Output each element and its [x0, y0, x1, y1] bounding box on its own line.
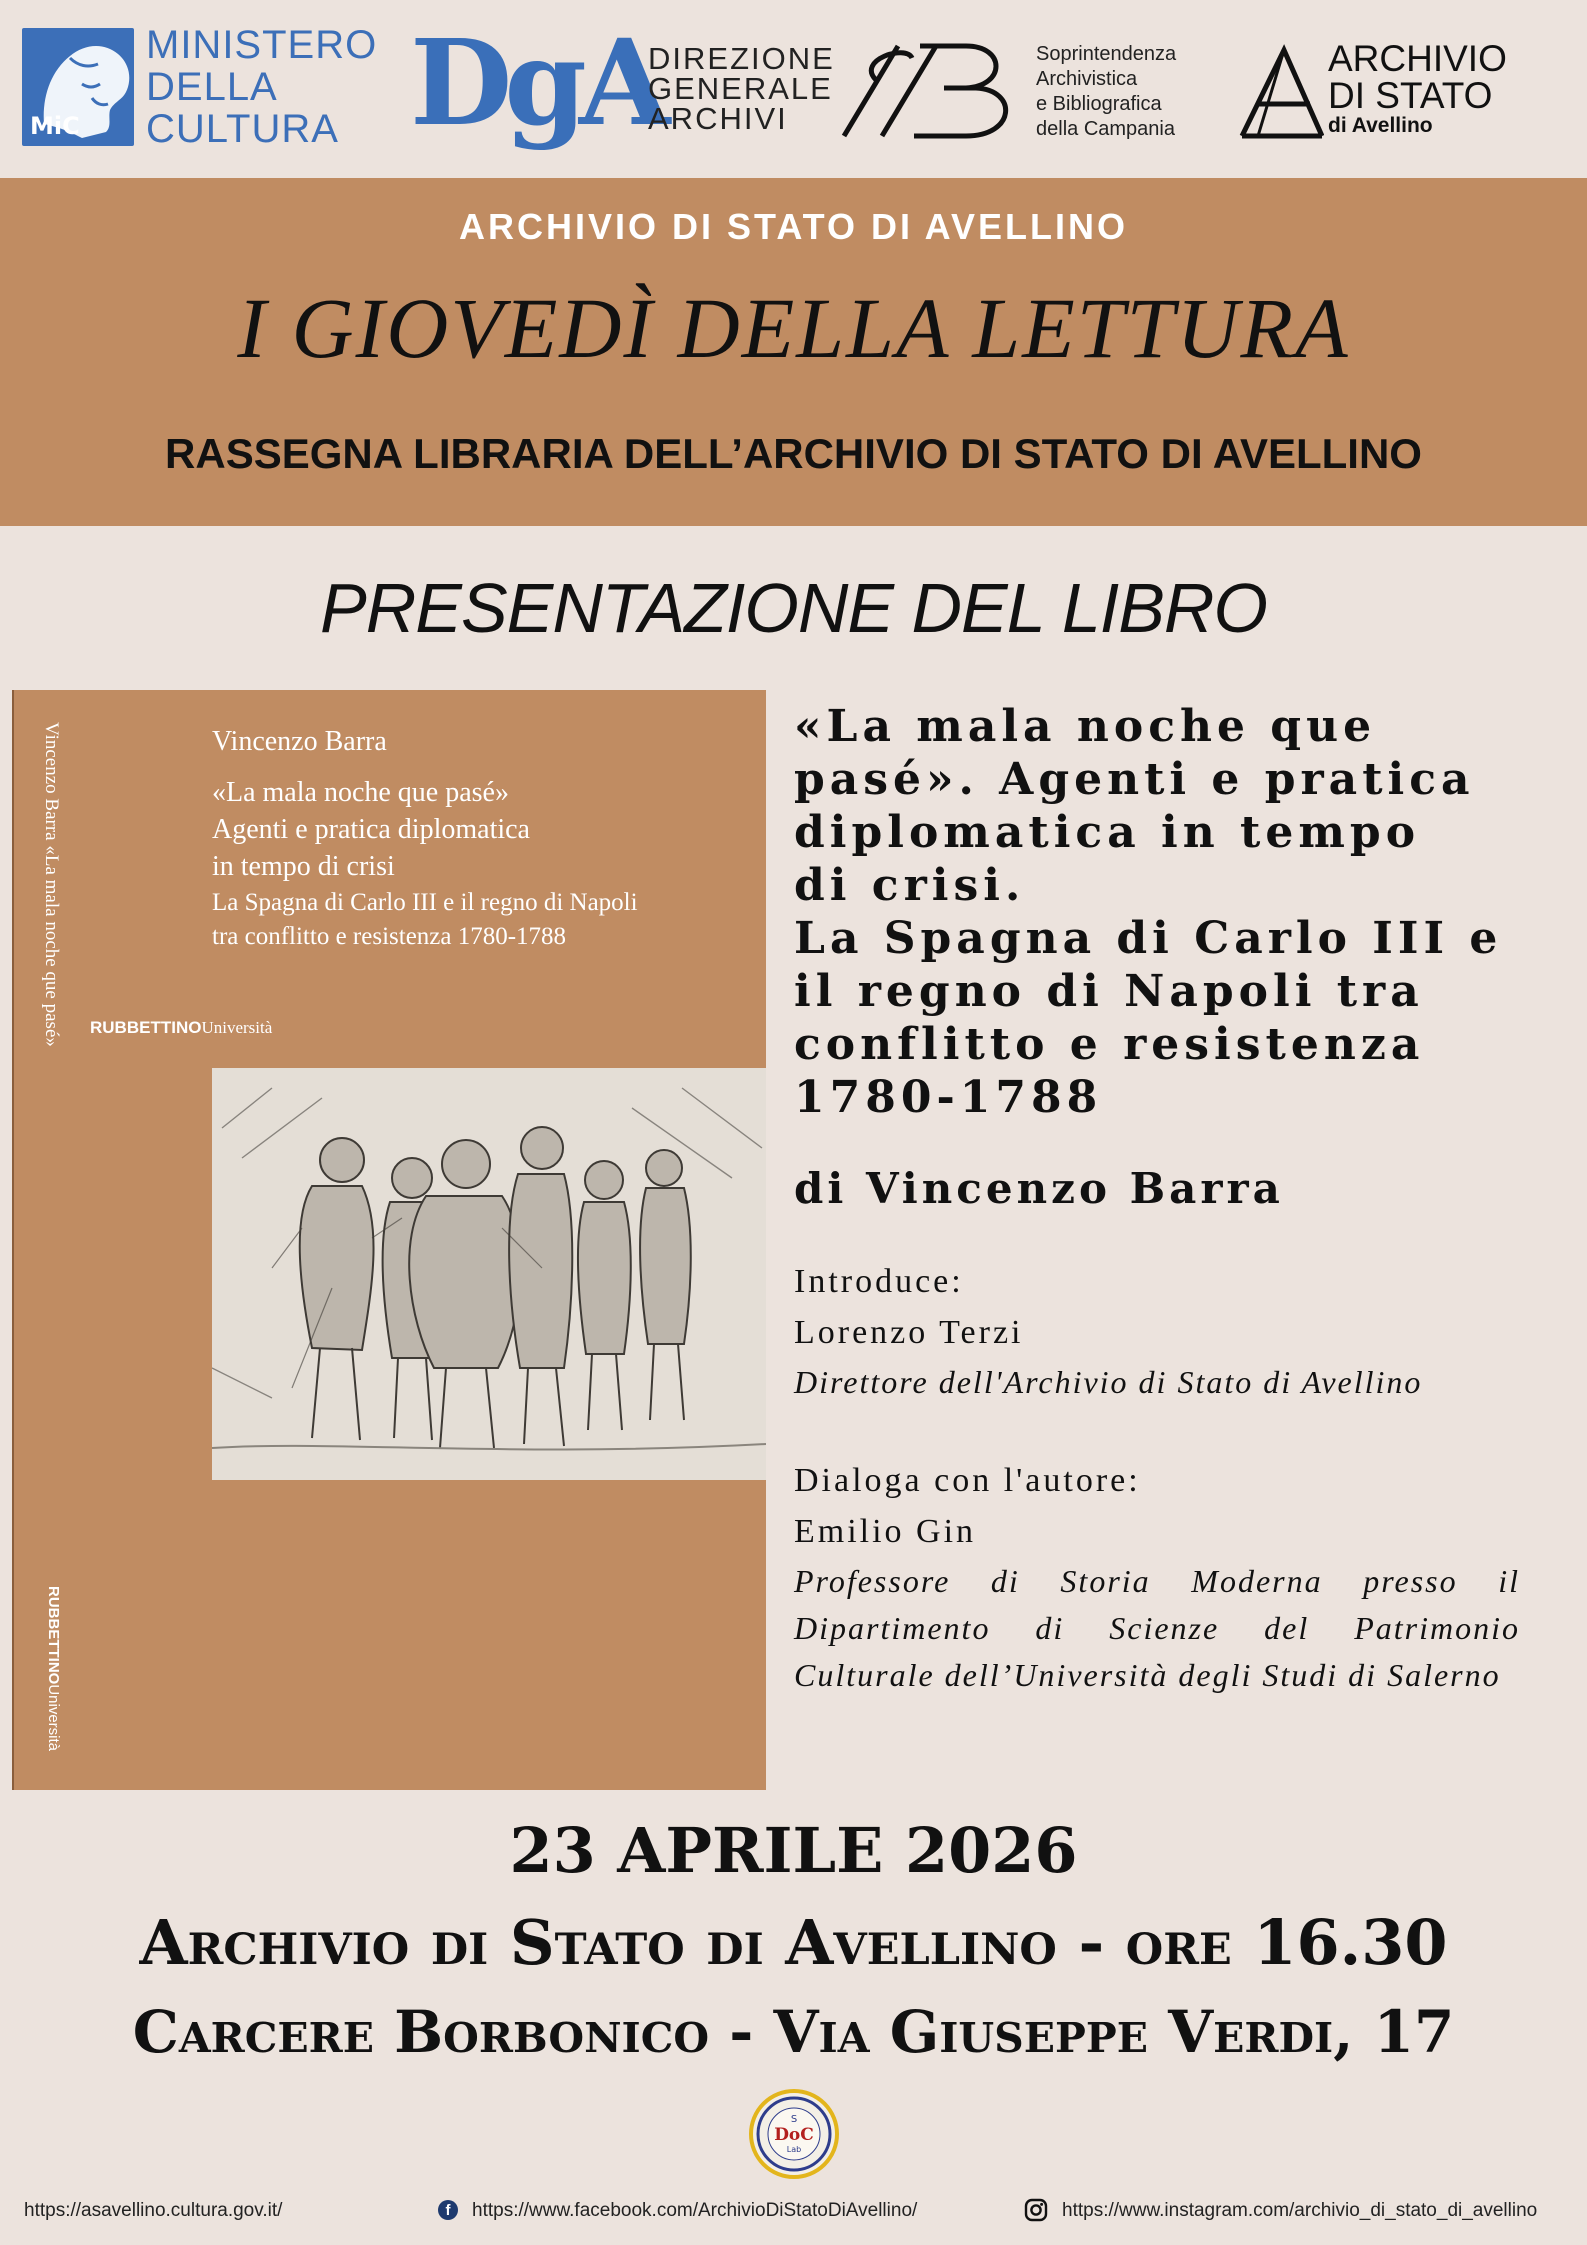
cover-publisher-bold: RUBBETTINO — [90, 1018, 202, 1037]
sab-word-1: Soprintendenza — [1036, 43, 1177, 65]
book-title-line: 1780-1788 — [794, 1072, 1103, 1123]
mic-word-3: CULTURA — [146, 107, 339, 151]
cover-subtitle-line-1: La Spagna di Carlo III e il regno di Napoli — [212, 889, 638, 916]
book-title-line: conflitto e resistenza — [794, 1019, 1425, 1070]
cover-title-line-3: in tempo di crisi — [212, 851, 395, 882]
sab-word-4: della Campania — [1036, 118, 1175, 140]
discussant-role: Professore di Storia Moderna presso il Dipartimento di Scienze del Patrimonio Culturale dell’Università degli Studi di Salerno — [794, 1563, 1520, 1693]
asa-word-2: DI STATO — [1328, 75, 1493, 116]
header-logo-bar — [0, 0, 1587, 178]
cover-publisher — [90, 1018, 272, 1038]
cover-title — [212, 774, 752, 885]
website-link[interactable]: https://asavellino.cultura.gov.it/ — [24, 2200, 283, 2221]
banner-kicker: ARCHIVIO DI STATO DI AVELLINO — [458, 206, 1128, 247]
sab-word-2: Archivistica — [1036, 68, 1138, 90]
mic-word-1: MINISTERO — [146, 23, 378, 67]
book-title-line: pasé». Agenti e pratica — [794, 754, 1475, 805]
introducer-name: Lorenzo Terzi — [794, 1314, 1024, 1351]
sab-logo-mark — [836, 40, 1026, 144]
dga-word-2: GENERALE — [648, 71, 833, 106]
facebook-link[interactable]: https://www.facebook.com/ArchivioDiStatoDiAvellino/ — [472, 2200, 918, 2221]
book-title-line: diplomatica in tempo — [794, 807, 1421, 858]
cover-publisher-rest: Università — [201, 1018, 273, 1037]
sab-word-3: e Bibliografica — [1036, 93, 1162, 115]
cover-etching-illustration — [212, 1068, 766, 1480]
cover-subtitle-line-2: tra conflitto e resistenza 1780-1788 — [212, 923, 567, 950]
sab-monogram-icon — [836, 40, 1026, 140]
introducer-role: Direttore dell'Archivio di Stato di Avellino — [794, 1364, 1423, 1400]
stdoc-letters-lab: Lab — [786, 2145, 802, 2154]
cover-title-line-1: «La mala noche que pasé» — [212, 777, 509, 808]
event-venue: Archivio di Stato di Avellino - ore 16.30 — [139, 1906, 1448, 1979]
cover-title-line-2: Agenti e pratica diplomatica — [212, 814, 530, 845]
asa-logo-wordmark — [1328, 40, 1507, 138]
facebook-icon: f — [438, 2200, 458, 2220]
book-title-line: di crisi. — [794, 860, 1026, 911]
stdoc-badge-icon — [748, 2088, 840, 2180]
stdoc-letter-s: S — [790, 2114, 798, 2125]
spine-publisher-bold: RUBBETTINO — [45, 1586, 62, 1685]
section-heading: PRESENTAZIONE DEL LIBRO — [320, 569, 1267, 647]
spine-publisher-rest: Università — [45, 1684, 62, 1752]
footer — [0, 2194, 1587, 2230]
asa-word-3: di Avellino — [1328, 114, 1433, 137]
asa-logo-mark — [1238, 44, 1324, 144]
event-date: 23 APRILE 2026 — [509, 1814, 1078, 1887]
dialoga-label: Dialoga con l'autore: — [794, 1462, 1141, 1499]
dga-logo-mark: DgA — [410, 13, 663, 152]
mic-logo-wordmark — [146, 24, 377, 150]
book-cover — [12, 690, 766, 1790]
book-title — [794, 700, 1520, 1124]
series-subtitle: RASSEGNA LIBRARIA DELL’ARCHIVIO DI STATO DI AVELLINO — [165, 430, 1422, 477]
introduce-label: Introduce: — [794, 1263, 964, 1300]
book-title-line: «La mala noche que — [794, 701, 1377, 752]
etching-figures-image — [212, 1068, 766, 1480]
cover-spine-publisher — [42, 1586, 62, 1776]
cover-author: Vincenzo Barra — [212, 726, 387, 757]
mic-badge-text: MiC — [30, 112, 80, 140]
title-banner — [0, 178, 1587, 526]
book-title-line: il regno di Napoli tra — [794, 966, 1424, 1017]
instagram-icon — [1024, 2198, 1048, 2222]
mic-logo — [22, 28, 134, 146]
stdoc-letters-doc: DoC — [774, 2125, 814, 2145]
book-info — [794, 700, 1520, 1699]
discussant-block — [794, 1456, 1520, 1699]
event-address: Carcere Borbonico - Via Giuseppe Verdi, 17 — [132, 1998, 1455, 2066]
cover-subtitle — [212, 886, 752, 954]
dga-word-3: ARCHIVI — [648, 101, 788, 136]
sab-logo-wordmark — [1036, 42, 1176, 142]
asa-word-1: ARCHIVIO — [1328, 38, 1507, 79]
discussant-name: Emilio Gin — [794, 1513, 977, 1550]
cover-spine-text: Vincenzo Barra «La mala noche que pasé» — [41, 722, 62, 1047]
asa-monogram-icon — [1238, 44, 1324, 140]
mic-word-2: DELLA — [146, 65, 278, 109]
dga-logo-wordmark — [648, 41, 835, 136]
introducer-block — [794, 1257, 1520, 1406]
dga-word-1: DIREZIONE — [648, 41, 835, 76]
stdoc-lab-logo — [748, 2088, 840, 2180]
series-title: I GIOVEDÌ DELLA LETTURA — [237, 280, 1350, 376]
book-author: di Vincenzo Barra — [794, 1164, 1284, 1213]
book-title-line: La Spagna di Carlo III e — [794, 913, 1503, 964]
cover-spine-edge — [12, 690, 14, 1790]
instagram-link[interactable]: https://www.instagram.com/archivio_di_stato_di_avellino — [1062, 2200, 1538, 2221]
